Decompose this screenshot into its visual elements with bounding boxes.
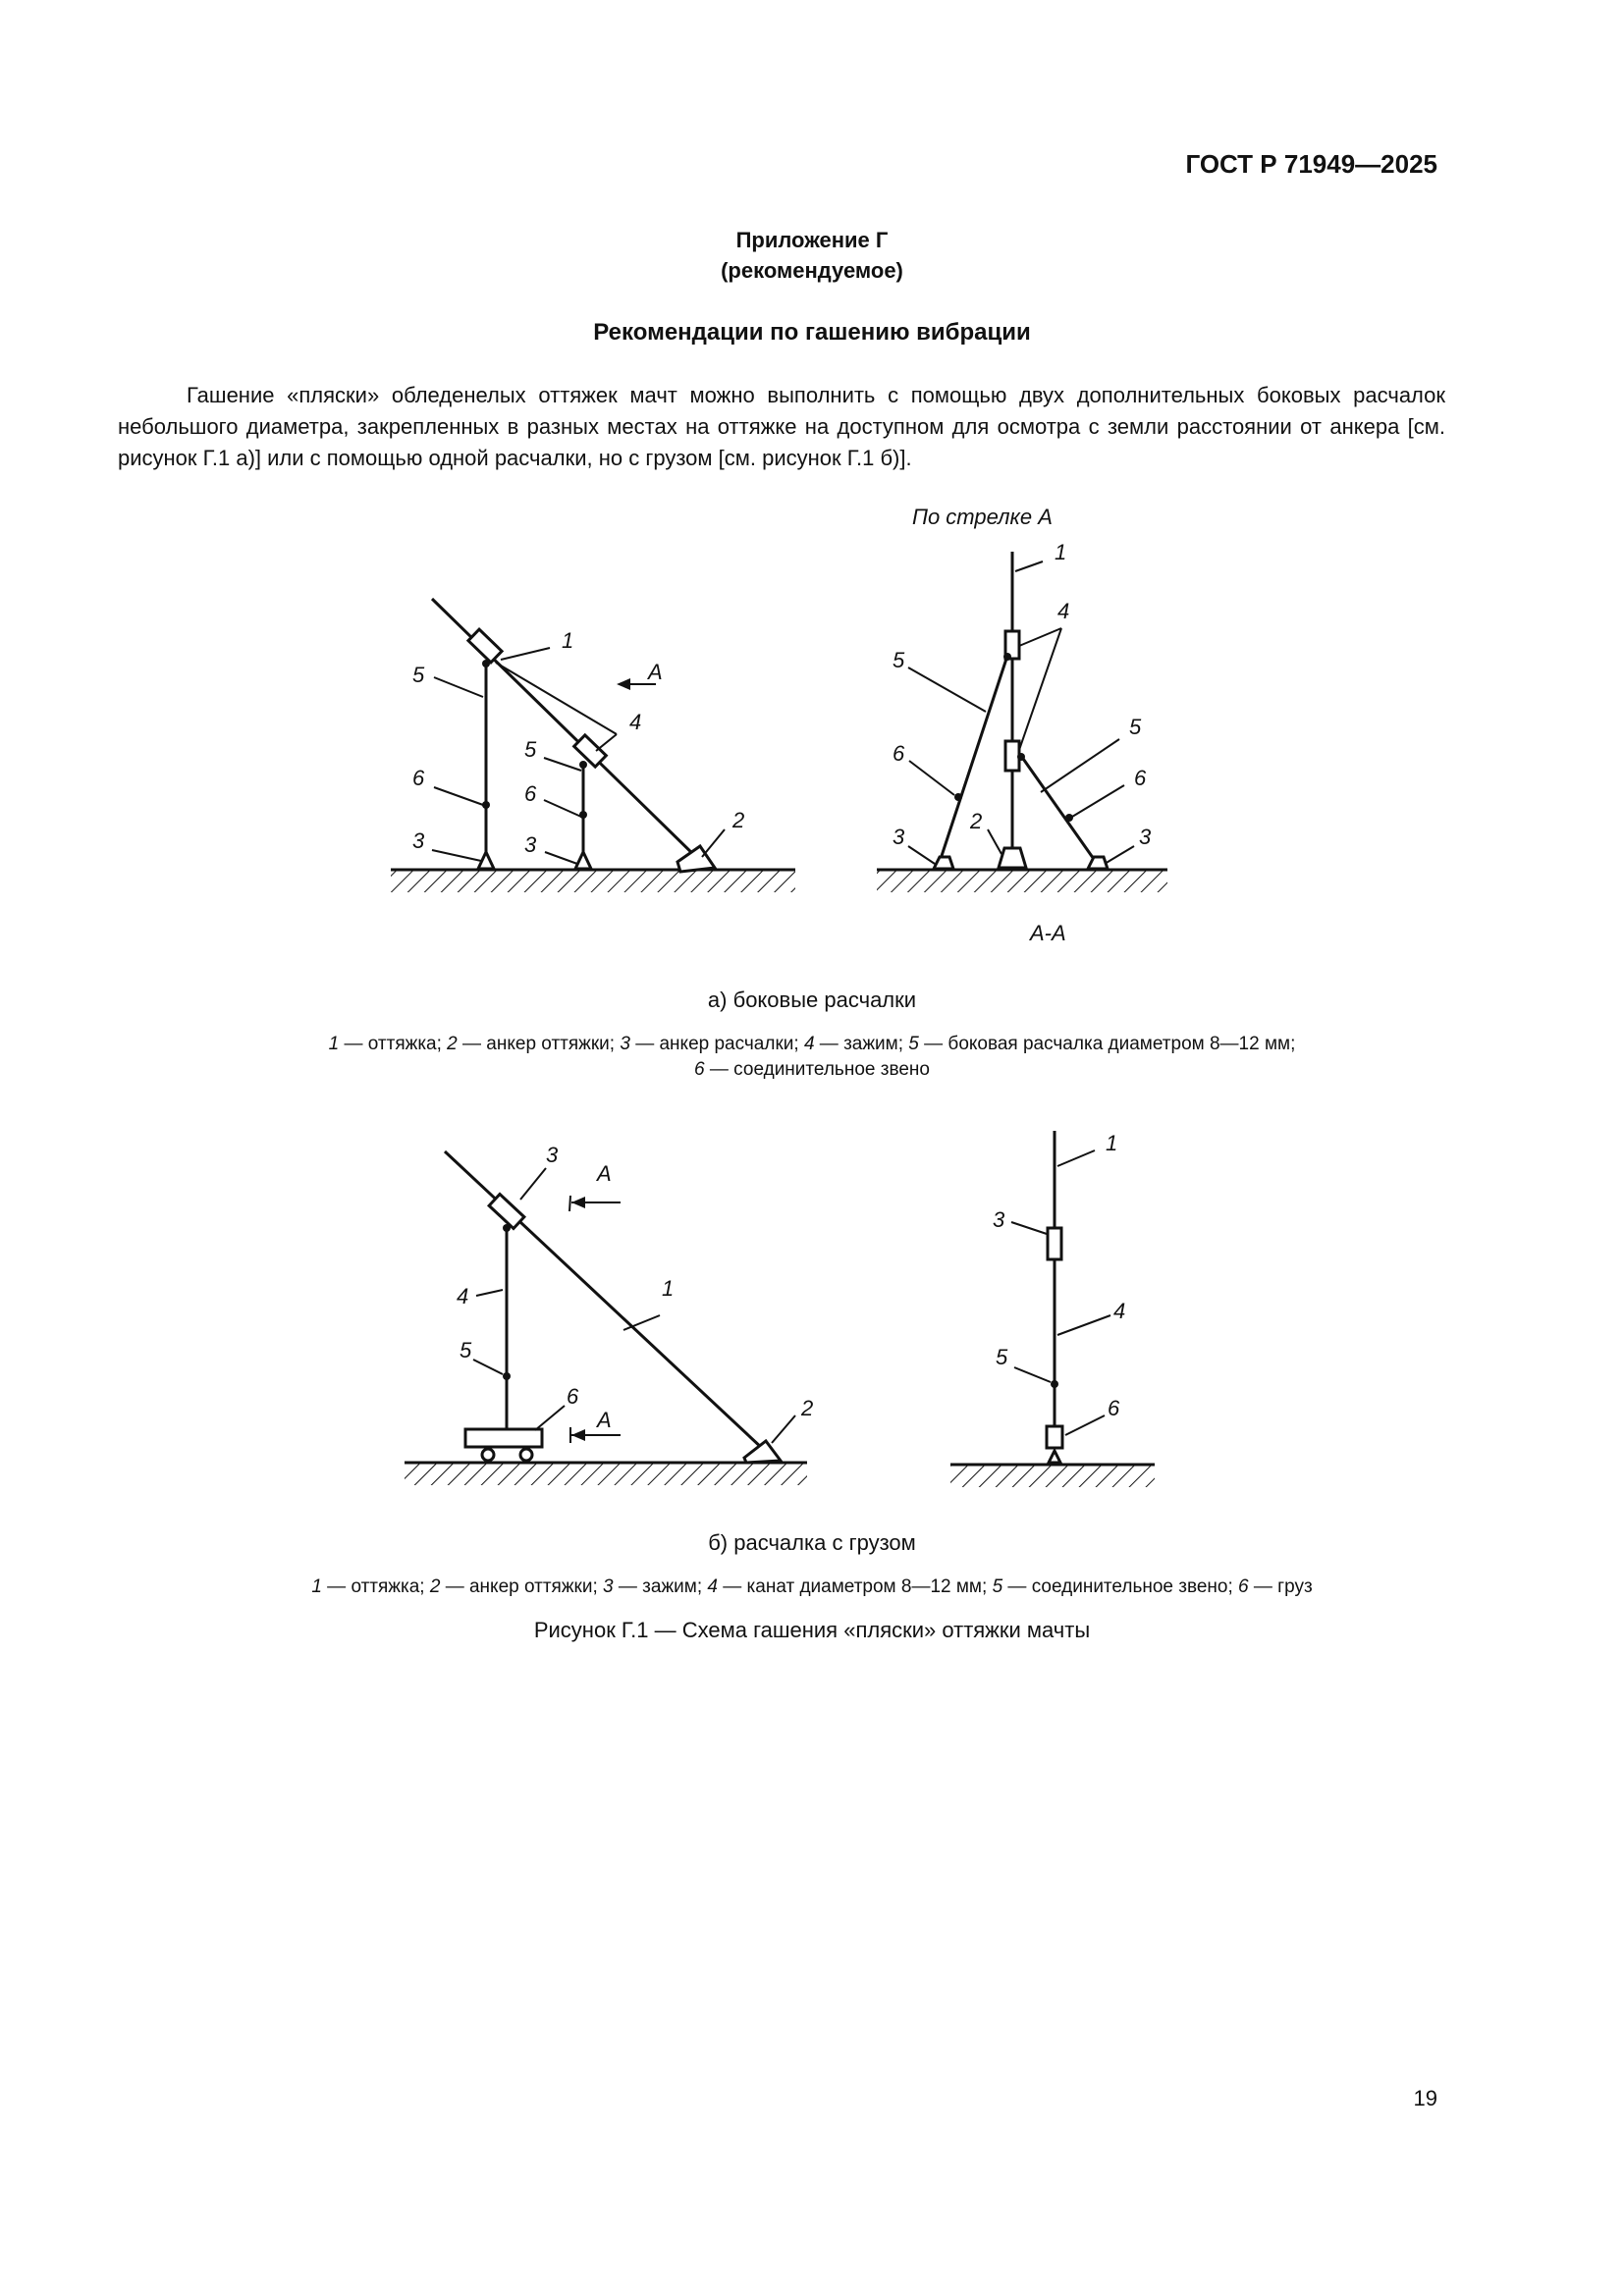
figure-b-side-leaders: [473, 1168, 795, 1443]
weight-wheel: [520, 1449, 532, 1461]
clamp-lower: [1005, 741, 1019, 771]
legend-text: — соединительное звено;: [1002, 1576, 1239, 1597]
callout-3: 3: [412, 828, 425, 853]
callout-4: 4: [629, 710, 642, 734]
callout-5: 5: [996, 1345, 1008, 1369]
clamp: [1048, 1228, 1061, 1259]
node: [482, 801, 490, 809]
legend-number: 6: [694, 1059, 705, 1080]
legend-text: — анкер оттяжки;: [440, 1576, 604, 1597]
weight-anchor: [1049, 1451, 1060, 1463]
ground-hatch: [950, 1466, 1155, 1487]
legend-text: — оттяжка;: [339, 1034, 448, 1054]
node: [579, 811, 587, 819]
clamp-leader-1: [1019, 628, 1061, 646]
legend-text: — анкер расчалки;: [629, 1034, 804, 1054]
callout-5: 5: [1129, 715, 1142, 739]
callout-2: 2: [732, 808, 745, 832]
clamp-lower: [574, 735, 607, 767]
callout-5: 5: [412, 663, 425, 687]
appendix-title: Приложение Г: [735, 228, 889, 252]
legend-number: 4: [803, 1034, 815, 1054]
arrow-label-a: А: [597, 1161, 612, 1186]
view-label: По стрелке А: [912, 505, 1053, 529]
callout-2: 2: [801, 1396, 814, 1420]
callout-3: 3: [546, 1143, 559, 1167]
weight: [1047, 1426, 1062, 1448]
callout-4: 4: [1057, 599, 1070, 623]
callout-4: 4: [1113, 1299, 1126, 1323]
arrow-a-head: [571, 1197, 585, 1208]
callout-5: 5: [460, 1338, 472, 1362]
ground-hatch: [391, 871, 795, 892]
guy-anchor: [999, 848, 1026, 868]
legend-b-line1: [0, 1576, 1624, 1598]
callout-3: 3: [893, 825, 905, 849]
ground-hatch: [877, 871, 1167, 892]
callout-6: 6: [1108, 1396, 1120, 1420]
intro-text: Гашение «пляски» обледенелых оттяжек мачт можно выполнить с помощью двух дополнительных боковых расчалок небольшого диаметра, закрепленных в разных местах на оттяжке на доступном для осмотра с земли расстоянии от анкера [см. рисунок Г.1 а)] или с помощью одной расчалки, но с грузом [см. рисунок Г.1 б)].: [118, 383, 1445, 470]
legend-text: — зажим;: [814, 1034, 909, 1054]
section-tick: [569, 1196, 570, 1211]
callout-1: 1: [562, 628, 574, 653]
legend-text: — канат диаметром 8—12 мм;: [717, 1576, 993, 1597]
legend-number: 2: [447, 1034, 458, 1054]
callout-6: 6: [567, 1384, 579, 1409]
clamp-leader-2: [1019, 628, 1061, 750]
figure-a-section-view: [877, 552, 1167, 892]
legend-text: — анкер оттяжки;: [457, 1034, 621, 1054]
guy-anchor: [677, 846, 715, 872]
section-title: Рекомендации по гашению вибрации: [593, 319, 1031, 346]
caption-b: б) расчалка с грузом: [708, 1530, 916, 1555]
callout-6: 6: [1134, 766, 1147, 790]
brace-anchor-left: [934, 857, 953, 869]
document-code: ГОСТ Р 71949—2025: [1185, 149, 1437, 179]
legend-number: 5: [992, 1576, 1003, 1597]
legend-text: — зажим;: [613, 1576, 708, 1597]
figure-b-section-leaders: [1011, 1150, 1110, 1435]
node: [482, 660, 490, 667]
arrow-a-head: [617, 678, 630, 690]
callout-1: 1: [662, 1276, 675, 1301]
ground-hatch: [405, 1464, 807, 1485]
legend-a-line2: [0, 1059, 1624, 1081]
legend-text: — боковая расчалка диаметром 8—12 мм;: [918, 1034, 1296, 1054]
legend-number: 3: [603, 1576, 614, 1597]
figure-a-side-view: [391, 599, 795, 892]
callout-4: 4: [457, 1284, 469, 1308]
arrow-label-a: А: [648, 660, 663, 684]
clamp-upper: [468, 629, 502, 663]
clamp: [489, 1195, 524, 1229]
figure-a-section-leaders: [908, 561, 1134, 864]
legend-number: 6: [1238, 1576, 1249, 1597]
caption-a: а) боковые расчалки: [707, 988, 917, 1012]
arrow-a-head: [571, 1429, 585, 1441]
legend-number: 5: [908, 1034, 919, 1054]
legend-a-line1: [0, 1034, 1624, 1055]
guy-anchor: [744, 1441, 781, 1463]
page-number: 19: [1413, 2086, 1437, 2110]
legend-number: 3: [620, 1034, 630, 1054]
callout-3: 3: [993, 1207, 1005, 1232]
figure-caption: Рисунок Г.1 — Схема гашения «пляски» оттяжки мачты: [533, 1618, 1091, 1642]
callout-6: 6: [893, 741, 905, 766]
clamp-leader-2: [596, 734, 617, 751]
legend-number: 1: [311, 1576, 322, 1597]
callout-6: 6: [412, 766, 425, 790]
appendix-type: (рекомендуемое): [721, 258, 903, 283]
legend-text: — груз: [1248, 1576, 1313, 1597]
legend-number: 2: [429, 1576, 441, 1597]
callout-3: 3: [1139, 825, 1152, 849]
brace-anchor-right: [575, 852, 591, 869]
callout-1: 1: [1055, 540, 1067, 564]
callout-5: 5: [524, 737, 537, 762]
callout-3: 3: [524, 832, 537, 857]
clamp-leader-1: [496, 663, 617, 734]
legend-number: 4: [707, 1576, 718, 1597]
legend-text: — оттяжка;: [321, 1576, 430, 1597]
callout-5: 5: [893, 648, 905, 672]
figure-b-side-view: [405, 1151, 807, 1485]
section-label: А-А: [1030, 921, 1066, 945]
node: [579, 761, 587, 769]
legend-text: — соединительное звено: [704, 1059, 930, 1080]
figure-b-section-nodes: [1051, 1380, 1058, 1388]
callout-6: 6: [524, 781, 537, 806]
weight-wheel: [482, 1449, 494, 1461]
weight: [465, 1429, 542, 1447]
callout-2: 2: [970, 809, 983, 833]
callout-1: 1: [1106, 1131, 1118, 1155]
arrow-label-a: А: [597, 1408, 612, 1432]
figure-a-side-leaders: [432, 648, 725, 864]
guy-wire: [445, 1151, 764, 1450]
legend-number: 1: [328, 1034, 340, 1054]
